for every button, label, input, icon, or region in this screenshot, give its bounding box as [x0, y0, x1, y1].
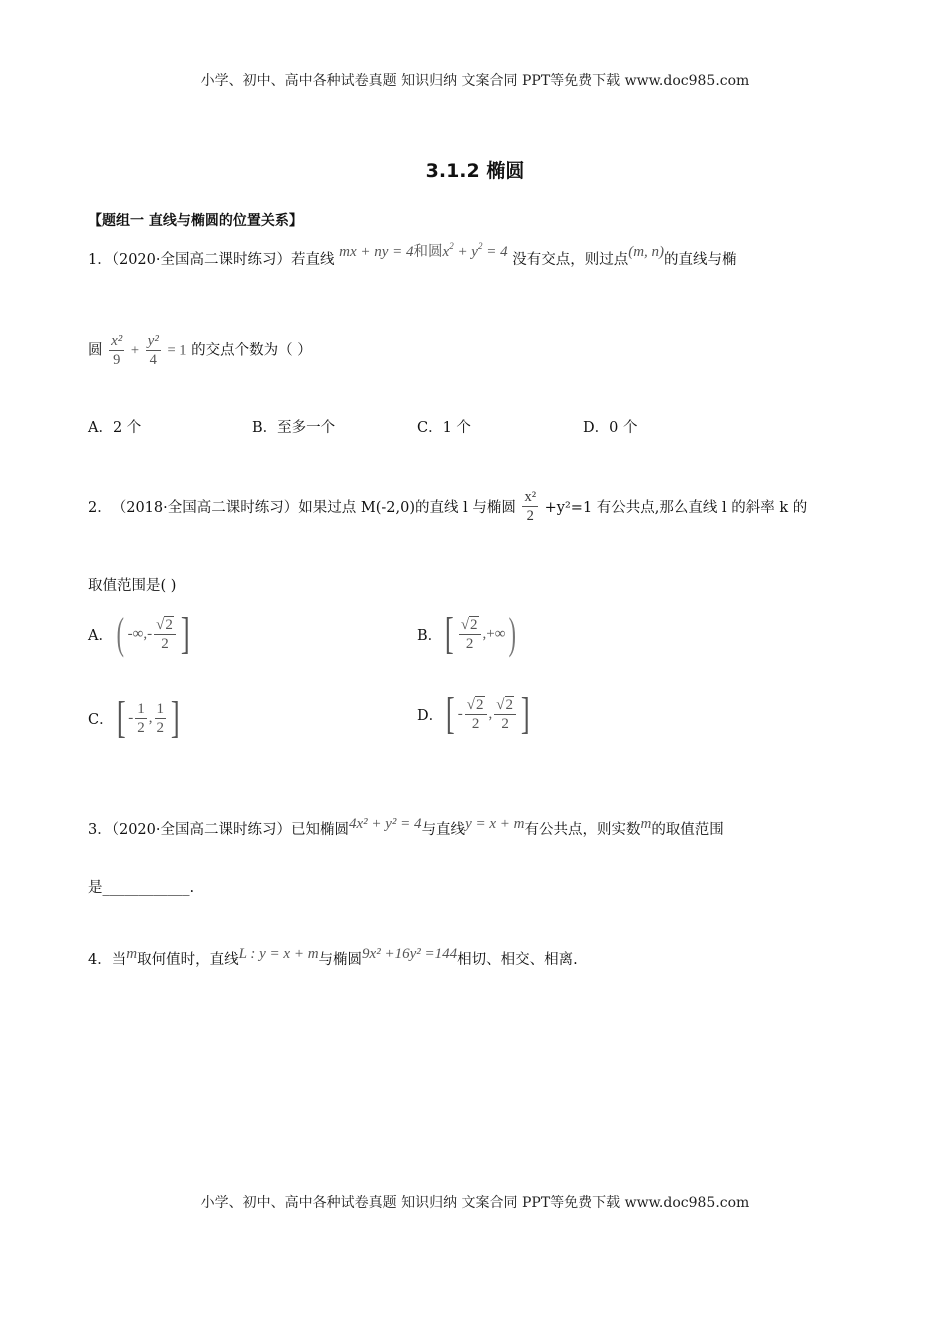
option-c[interactable]: C． [ - $\frac{1}{2}$ , $\frac{1}{2}$ ] — [88, 696, 183, 740]
point-expression: (m, n) — [628, 244, 665, 260]
question-4-line-1 — [88, 948, 578, 969]
equation-line: L : y = x + m — [238, 946, 319, 962]
question-number: 4．当 — [88, 952, 127, 968]
question-text: 取何值时，直线 — [137, 952, 239, 968]
option-b[interactable]: B． [ $\frac{√2}{2}$ ,+∞ ) — [417, 612, 520, 656]
equation-line: y = x + m — [465, 816, 525, 832]
fraction-x2-over-2: $\frac{\text{x²}}{2}$ — [524, 489, 537, 524]
question-text: 的交点个数为（ ） — [191, 342, 312, 359]
question-2-line-2: 取值范围是( ) — [88, 578, 177, 594]
question-2-line-1 — [88, 488, 807, 525]
question-text: 有公共点，则实数 — [524, 822, 641, 838]
equation-circle: $x^2 + y^2 = 4$ — [442, 241, 508, 260]
page-footer: 小学、初中、高中各种试卷真题 知识归纳 文案合同 PPT等免费下载 www.doc985.com — [200, 1195, 750, 1211]
variable-m: m — [126, 946, 138, 962]
question-text: 的取值范围 — [651, 822, 724, 838]
question-text: 的直线与椭 — [664, 252, 737, 268]
interval-expression: [ - $\frac{1}{2}$ , $\frac{1}{2}$ ] — [116, 693, 180, 742]
equation-ellipse: 4x² + y² = 4 — [349, 816, 422, 832]
question-text: 与椭圆 — [318, 952, 363, 968]
option-d[interactable]: D． [ - $\frac{√2}{2}$ , $\frac{√2}{2}$ ] — [417, 692, 533, 736]
question-text: （2020·全国高二课时练习）已知椭圆 — [111, 822, 349, 838]
question-text: 相切、相交、相离. — [457, 952, 578, 968]
question-number: 1． — [88, 252, 112, 268]
question-number: 3． — [88, 822, 112, 838]
equals-one: = 1 — [167, 342, 187, 359]
option-b[interactable]: B．至多一个 — [252, 420, 336, 436]
interval-expression: [ $\frac{√2}{2}$ ,+∞ ) — [445, 609, 517, 658]
question-3-line-2[interactable]: 是____________. — [88, 880, 195, 896]
variable-m: m — [640, 816, 652, 832]
fraction-y2-over-4: $\frac{\text{y²}}{4}$ — [147, 333, 159, 368]
connector-text: 和圆 — [413, 244, 443, 260]
question-3-line-1 — [88, 818, 724, 839]
interval-expression: ( -∞,- $\frac{√2}{2}$ ] — [116, 609, 190, 658]
fraction-x2-over-9: $\frac{\text{x²}}{9}$ — [111, 333, 123, 368]
option-a[interactable]: A． ( -∞,- $\frac{√2}{2}$ ] — [88, 612, 192, 656]
question-text: 圆 — [88, 342, 103, 359]
question-source: （2020·全国高二课时练习）若直线 — [111, 252, 335, 268]
option-c[interactable]: C．1 个 — [417, 420, 471, 436]
option-d[interactable]: D．0 个 — [583, 420, 638, 436]
interval-expression: [ - $\frac{√2}{2}$ , $\frac{√2}{2}$ ] — [446, 689, 530, 738]
plus-sign: + — [130, 342, 140, 359]
question-text: 没有交点，则过点 — [512, 252, 629, 268]
equation-line: mx + ny = 4 — [339, 244, 414, 260]
equation-ellipse: 9x² +16y² =144 — [362, 946, 458, 962]
question-text: +y²=1 有公共点,那么直线 l 的斜率 k 的 — [544, 500, 808, 516]
question-1-line-1 — [88, 241, 737, 269]
page-title: 3.1.2 椭圆 — [425, 160, 525, 182]
question-text: （2018·全国高二课时练习）如果过点 M(-2,0)的直线 l 与椭圆 — [111, 500, 516, 516]
question-text: 与直线 — [421, 822, 466, 838]
option-a[interactable]: A．2 个 — [88, 420, 142, 436]
question-1-line-2 — [88, 332, 312, 369]
page-header: 小学、初中、高中各种试卷真题 知识归纳 文案合同 PPT等免费下载 www.doc985.com — [200, 73, 750, 89]
question-number: 2． — [88, 500, 112, 516]
group-title: 【题组一 直线与椭圆的位置关系】 — [88, 213, 303, 229]
